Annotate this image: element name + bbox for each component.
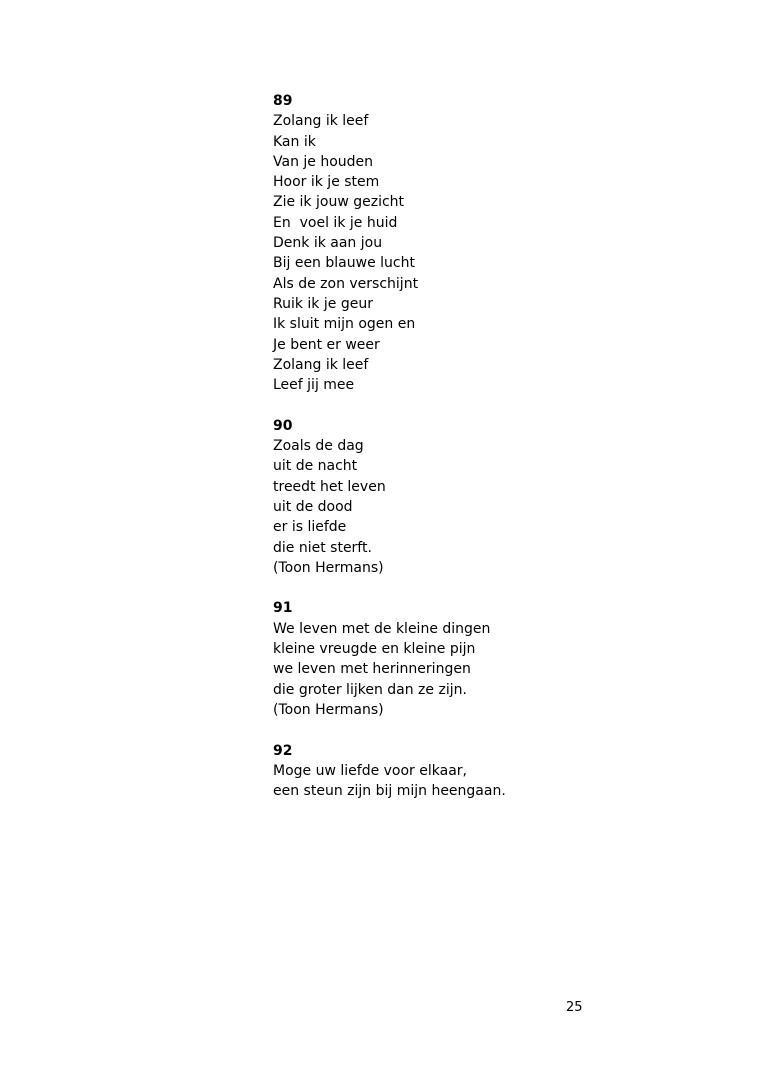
- poem-line: Zolang ik leef: [273, 113, 369, 130]
- page-number: 25: [566, 1000, 583, 1015]
- poem-line: Ruik ik je geur: [273, 295, 373, 312]
- poem-line: een steun zijn bij mijn heengaan.: [273, 783, 506, 800]
- poem-line: We leven met de kleine dingen: [273, 620, 491, 637]
- poem-line: Zie ik jouw gezicht: [273, 194, 405, 211]
- poem-line: Je bent er weer: [273, 336, 380, 353]
- poem-line: Kan ik: [273, 133, 316, 150]
- poem-line: er is liefde: [273, 519, 347, 536]
- poem-number: 91: [273, 600, 293, 617]
- poem-91: [273, 598, 713, 720]
- poem-line: die niet sterft.: [273, 539, 372, 556]
- poem-line: Als de zon verschijnt: [273, 275, 419, 292]
- poem-line: kleine vreugde en kleine pijn: [273, 641, 476, 658]
- poem-number: 90: [273, 417, 293, 434]
- page-content: [273, 91, 713, 822]
- poem-line: treedt het leven: [273, 478, 386, 495]
- poem-number: 92: [273, 742, 293, 759]
- poem-line: En voel ik je huid: [273, 214, 398, 231]
- poem-line: Hoor ik je stem: [273, 174, 380, 191]
- poem-89: [273, 91, 713, 395]
- poem-line: Bij een blauwe lucht: [273, 255, 415, 272]
- poem-line: Zoals de dag: [273, 438, 364, 455]
- poem-line: Zolang ik leef: [273, 356, 369, 373]
- poem-line: uit de nacht: [273, 458, 358, 475]
- poem-line: uit de dood: [273, 498, 353, 515]
- poem-attribution: (Toon Hermans): [273, 559, 384, 576]
- poem-line: die groter lijken dan ze zijn.: [273, 681, 467, 698]
- poem-line: Ik sluit mijn ogen en: [273, 316, 416, 333]
- poem-line: Denk ik aan jou: [273, 235, 383, 252]
- poem-line: Moge uw liefde voor elkaar,: [273, 762, 467, 779]
- poem-90: [273, 416, 713, 578]
- poem-line: Van je houden: [273, 153, 374, 170]
- poem-92: [273, 741, 713, 802]
- poem-line: we leven met herinneringen: [273, 661, 471, 678]
- poem-attribution: (Toon Hermans): [273, 701, 384, 718]
- poem-line: Leef jij mee: [273, 377, 355, 394]
- poem-number: 89: [273, 93, 293, 109]
